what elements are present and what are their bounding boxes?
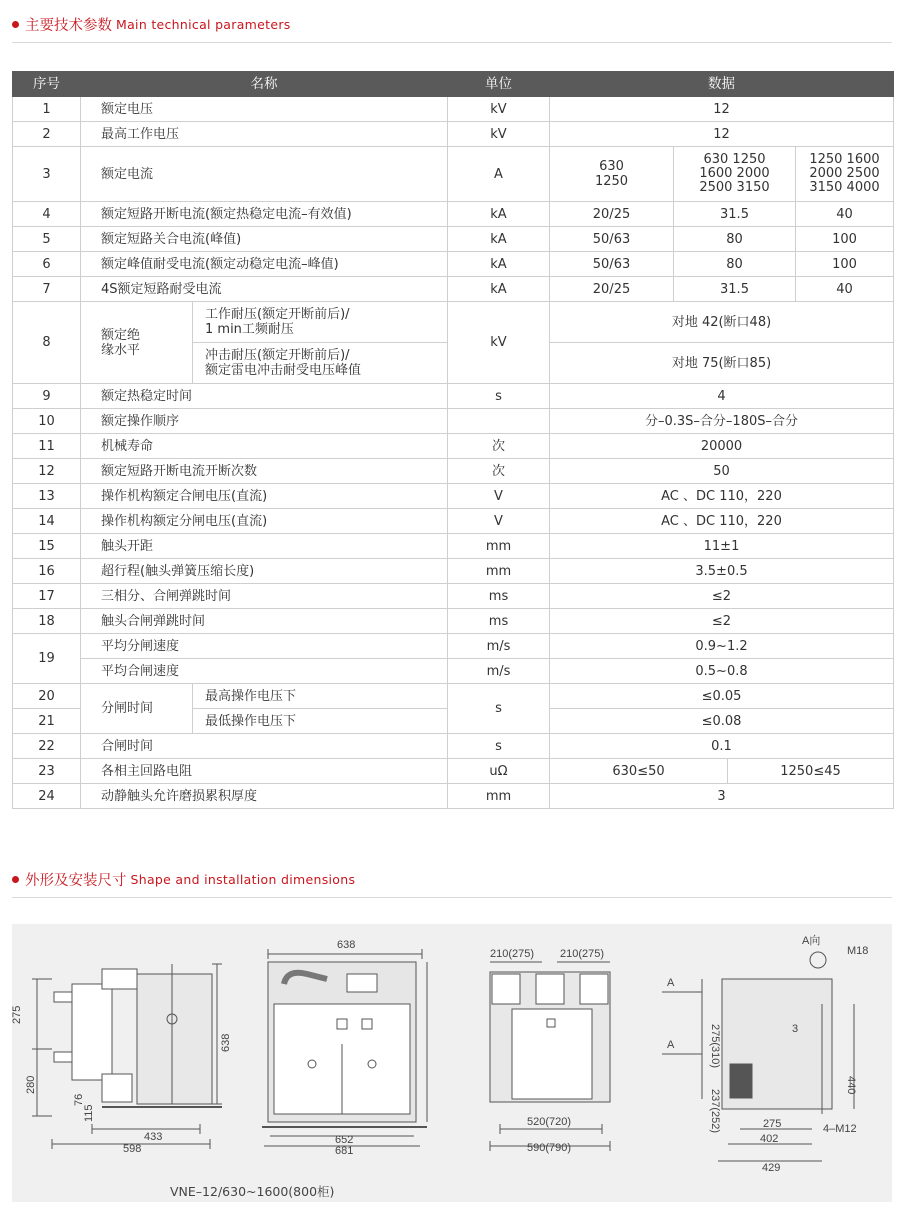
- table-row: [13, 584, 894, 609]
- row-value: 100: [796, 252, 894, 277]
- row-value: 3: [550, 784, 894, 809]
- row-name: 操作机构额定合闸电压(直流): [81, 484, 448, 509]
- section-title-zh: 主要技术参数: [25, 18, 112, 34]
- row-unit: ms: [448, 584, 550, 609]
- row-value: 31.5: [674, 202, 796, 227]
- row-value: 0.9~1.2: [550, 634, 894, 659]
- drawing-side-view: [32, 964, 222, 1149]
- row-value: ≤0.08: [550, 709, 894, 734]
- row-value: 分–0.3S–合分–180S–合分: [550, 409, 894, 434]
- table-header-row: [13, 72, 894, 97]
- row-no: 19: [13, 634, 81, 684]
- row-unit: mm: [448, 559, 550, 584]
- row-no: 3: [13, 147, 81, 202]
- value-line: 2000 2500: [809, 166, 880, 181]
- row-no: 20: [13, 684, 81, 709]
- table-row: [13, 147, 894, 202]
- row-value: 630≤50: [550, 759, 728, 784]
- row-name: 超行程(触头弹簧压缩长度): [81, 559, 448, 584]
- dim-label: 275: [12, 1005, 23, 1024]
- row-no: 11: [13, 434, 81, 459]
- row-name: 额定电流: [81, 147, 448, 202]
- row-subname: 最低操作电压下: [193, 709, 448, 734]
- table-row: [13, 302, 894, 343]
- dim-label: 520(720): [527, 1116, 572, 1128]
- dim-label: 76: [73, 1093, 85, 1106]
- row-unit: m/s: [448, 659, 550, 684]
- name-line: 额定雷电冲击耐受电压峰值: [205, 363, 362, 378]
- row-value: 100: [796, 227, 894, 252]
- row-name: [81, 302, 193, 384]
- row-unit: ms: [448, 609, 550, 634]
- row-unit: m/s: [448, 634, 550, 659]
- row-value: 0.5~0.8: [550, 659, 894, 684]
- row-no: 4: [13, 202, 81, 227]
- name-line: 缘水平: [101, 342, 141, 358]
- row-value: 4: [550, 384, 894, 409]
- row-no: 8: [13, 302, 81, 384]
- row-name: 4S额定短路耐受电流: [81, 277, 448, 302]
- row-value: 1250≤45: [728, 759, 894, 784]
- row-value: 20/25: [550, 202, 674, 227]
- dim-label: 275(310): [709, 1024, 721, 1069]
- table-row: [13, 202, 894, 227]
- dim-label: 210(275): [560, 948, 605, 960]
- row-value: 12: [550, 97, 894, 122]
- section-title-zh: 外形及安装尺寸: [25, 873, 127, 889]
- divider: [12, 42, 892, 43]
- row-value: 3.5±0.5: [550, 559, 894, 584]
- section-header-dims: [12, 869, 355, 890]
- row-no: 23: [13, 759, 81, 784]
- dim-label: 652: [335, 1134, 354, 1146]
- row-no: 7: [13, 277, 81, 302]
- table-row: [13, 609, 894, 634]
- dim-label: 433: [144, 1131, 163, 1143]
- row-name: 额定电压: [81, 97, 448, 122]
- row-no: 16: [13, 559, 81, 584]
- row-unit: V: [448, 509, 550, 534]
- dim-label: M18: [847, 945, 869, 957]
- technical-drawings: [12, 924, 892, 1202]
- row-no: 18: [13, 609, 81, 634]
- row-unit: kA: [448, 227, 550, 252]
- section-header-params: [12, 14, 291, 35]
- dim-label: 638: [220, 1033, 232, 1052]
- row-no: 24: [13, 784, 81, 809]
- row-no: 9: [13, 384, 81, 409]
- dim-label: 237(252): [709, 1089, 721, 1134]
- row-value: ≤2: [550, 609, 894, 634]
- table-row: [13, 122, 894, 147]
- table-row: [13, 509, 894, 534]
- table-row: [13, 459, 894, 484]
- row-unit: A: [448, 147, 550, 202]
- value-line: 2500 3150: [699, 180, 770, 195]
- row-unit: 次: [448, 434, 550, 459]
- table-row: [13, 484, 894, 509]
- value-line: 1250: [594, 174, 629, 189]
- table-row: [13, 534, 894, 559]
- parameters-table: [12, 71, 894, 809]
- row-name: 三相分、合闸弹跳时间: [81, 584, 448, 609]
- table-row: [13, 559, 894, 584]
- table-row: [13, 759, 894, 784]
- dim-label: 3: [792, 1023, 799, 1035]
- row-value: [674, 147, 796, 202]
- dim-label: 681: [335, 1145, 354, 1157]
- row-name: 机械寿命: [81, 434, 448, 459]
- row-no: 10: [13, 409, 81, 434]
- value-line: 1600 2000: [699, 166, 770, 181]
- dim-label: 598: [123, 1143, 142, 1155]
- row-value: 50: [550, 459, 894, 484]
- row-name: 额定短路开断电流开断次数: [81, 459, 448, 484]
- row-name: 额定短路开断电流(额定热稳定电流–有效值): [81, 202, 448, 227]
- dim-label: A向: [802, 935, 821, 947]
- row-name: 动静触头允许磨损累积厚度: [81, 784, 448, 809]
- value-line: 1250 1600: [809, 152, 880, 167]
- table-row: [13, 97, 894, 122]
- dim-label: 210(275): [490, 948, 535, 960]
- row-value: 对地 42(断口48): [550, 302, 894, 343]
- row-name: 额定热稳定时间: [81, 384, 448, 409]
- row-name: 最高工作电压: [81, 122, 448, 147]
- table-row: [13, 734, 894, 759]
- dim-label: A: [667, 977, 675, 989]
- divider: [12, 897, 892, 898]
- table-row: [13, 384, 894, 409]
- row-unit: kV: [448, 122, 550, 147]
- section-title-en: Shape and installation dimensions: [130, 872, 356, 887]
- row-unit: kA: [448, 277, 550, 302]
- header-data: 数据: [550, 72, 894, 97]
- bullet-dot-icon: [12, 21, 19, 28]
- dim-label: 402: [760, 1133, 779, 1145]
- header-no: 序号: [13, 72, 81, 97]
- row-no: 21: [13, 709, 81, 734]
- row-unit: kV: [448, 97, 550, 122]
- row-name: 额定短路关合电流(峰值): [81, 227, 448, 252]
- value-line: 3150 4000: [809, 180, 880, 195]
- row-value: 40: [796, 202, 894, 227]
- dim-label: 275: [763, 1118, 782, 1130]
- row-name: 触头开距: [81, 534, 448, 559]
- table-row: [13, 409, 894, 434]
- row-unit: [448, 409, 550, 434]
- row-subname: 最高操作电压下: [193, 684, 448, 709]
- dim-label: 280: [25, 1075, 37, 1094]
- row-unit: kV: [448, 302, 550, 384]
- table-row: [13, 634, 894, 659]
- row-no: 5: [13, 227, 81, 252]
- row-value: 20000: [550, 434, 894, 459]
- row-subname: [193, 302, 448, 343]
- drawing-front-view: [262, 949, 427, 1146]
- table-row: [13, 252, 894, 277]
- row-value: AC 、DC 110，220: [550, 484, 894, 509]
- row-name: 各相主回路电阻: [81, 759, 448, 784]
- name-line: 工作耐压(额定开断前后)/: [205, 307, 350, 322]
- row-unit: s: [448, 384, 550, 409]
- table-row: [13, 659, 894, 684]
- dim-label: 440: [845, 1076, 857, 1095]
- header-name: 名称: [81, 72, 448, 97]
- dim-label: 638: [337, 939, 356, 951]
- row-no: 13: [13, 484, 81, 509]
- row-no: 14: [13, 509, 81, 534]
- table-row: [13, 227, 894, 252]
- row-value: 0.1: [550, 734, 894, 759]
- row-unit: kA: [448, 252, 550, 277]
- row-unit: 次: [448, 459, 550, 484]
- row-name: 合闸时间: [81, 734, 448, 759]
- section-title-en: Main technical parameters: [116, 17, 291, 32]
- row-value: 12: [550, 122, 894, 147]
- row-unit: s: [448, 684, 550, 734]
- table-row: [13, 434, 894, 459]
- row-value: 80: [674, 252, 796, 277]
- dim-label: 429: [762, 1162, 781, 1174]
- name-line: 冲击耐压(额定开断前后)/: [205, 348, 350, 363]
- header-unit: 单位: [448, 72, 550, 97]
- row-unit: mm: [448, 784, 550, 809]
- row-subname: [193, 343, 448, 384]
- dim-label: 590(790): [527, 1142, 572, 1154]
- row-value: [796, 147, 894, 202]
- row-name: 平均合闸速度: [81, 659, 448, 684]
- row-unit: kA: [448, 202, 550, 227]
- row-value: 20/25: [550, 277, 674, 302]
- value-line: 630: [599, 159, 624, 174]
- row-value: 对地 75(断口85): [550, 343, 894, 384]
- row-name: 平均分闸速度: [81, 634, 448, 659]
- row-no: 15: [13, 534, 81, 559]
- row-no: 1: [13, 97, 81, 122]
- row-unit: s: [448, 734, 550, 759]
- bullet-dot-icon: [12, 876, 19, 883]
- row-name: 分闸时间: [81, 684, 193, 734]
- row-unit: uΩ: [448, 759, 550, 784]
- row-value: 50/63: [550, 252, 674, 277]
- row-value: ≤0.05: [550, 684, 894, 709]
- name-line: 1 min工频耐压: [205, 322, 294, 337]
- row-value: [550, 147, 674, 202]
- drawing-panel: [12, 924, 892, 1202]
- drawing-caption: VNE–12/630~1600(800柜): [170, 1184, 335, 1199]
- dim-label: A: [667, 1039, 675, 1051]
- row-value: 50/63: [550, 227, 674, 252]
- row-name: 触头合闸弹跳时间: [81, 609, 448, 634]
- row-no: 6: [13, 252, 81, 277]
- row-unit: V: [448, 484, 550, 509]
- dim-label: 4–M12: [823, 1123, 857, 1135]
- row-no: 12: [13, 459, 81, 484]
- value-line: 630 1250: [703, 152, 766, 167]
- table-row: [13, 684, 894, 709]
- row-unit: mm: [448, 534, 550, 559]
- row-name: 操作机构额定分闸电压(直流): [81, 509, 448, 534]
- table-row: [13, 277, 894, 302]
- row-value: 80: [674, 227, 796, 252]
- row-no: 17: [13, 584, 81, 609]
- row-value: AC 、DC 110，220: [550, 509, 894, 534]
- row-value: 31.5: [674, 277, 796, 302]
- row-value: 11±1: [550, 534, 894, 559]
- row-no: 22: [13, 734, 81, 759]
- row-value: 40: [796, 277, 894, 302]
- row-name: 额定操作顺序: [81, 409, 448, 434]
- name-line: 额定绝: [101, 327, 141, 343]
- row-name: 额定峰值耐受电流(额定动稳定电流–峰值): [81, 252, 448, 277]
- table-row: [13, 784, 894, 809]
- row-no: 2: [13, 122, 81, 147]
- row-value: ≤2: [550, 584, 894, 609]
- dim-label: 115: [83, 1104, 95, 1122]
